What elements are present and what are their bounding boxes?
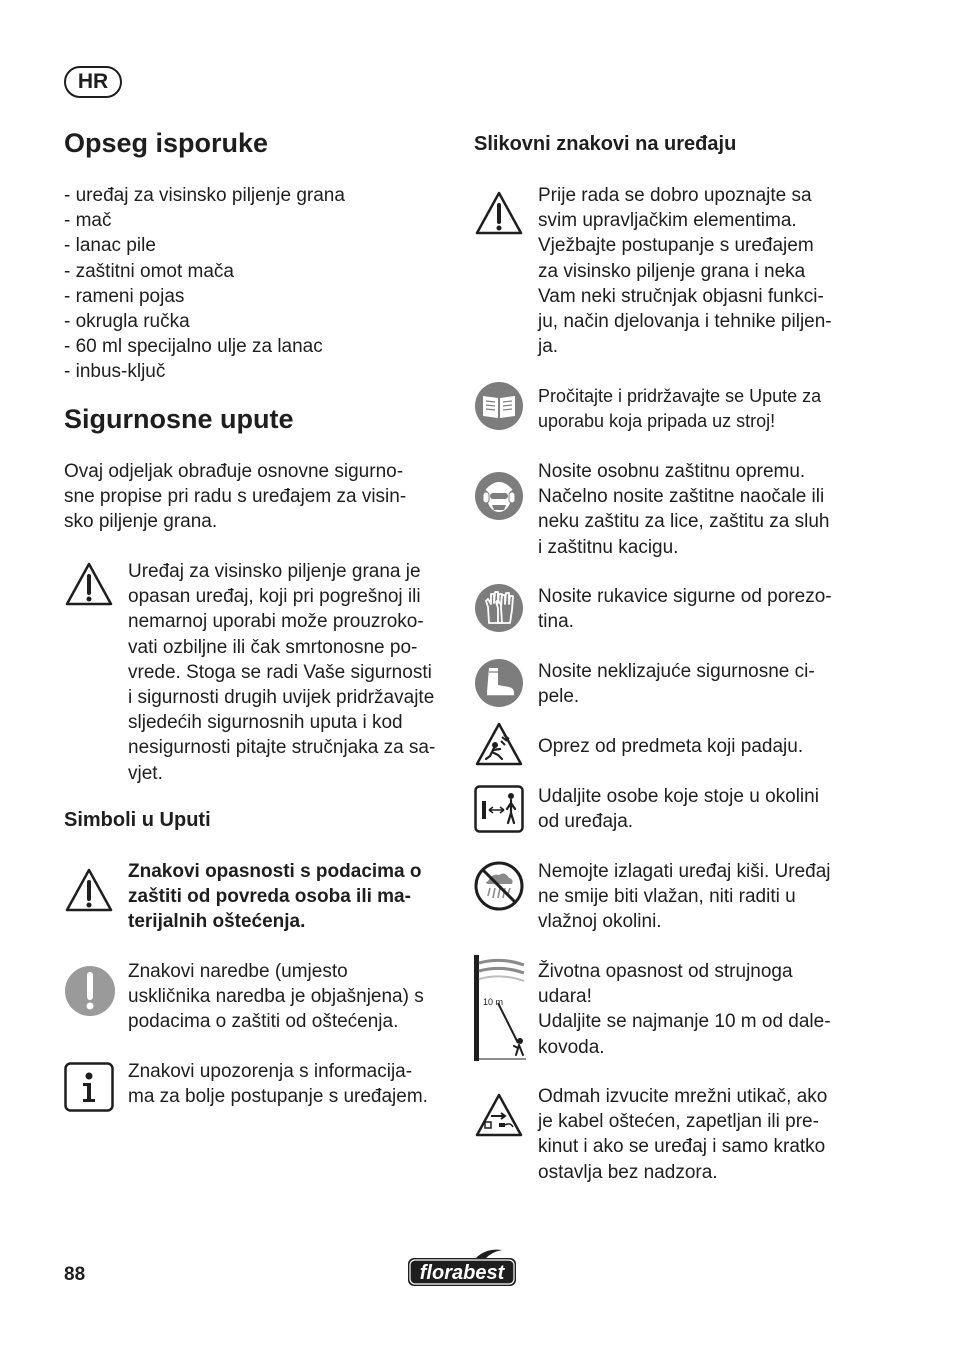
pictogram-item	[538, 959, 868, 1060]
text-line: Udaljite se najmanje 10 m od dale-	[538, 1011, 831, 1033]
text-line: Pročitajte i pridržavajte se Upute za	[538, 386, 822, 406]
list-item: - zaštitni omot mača	[64, 260, 234, 282]
text-line: sko piljenje grana.	[64, 511, 218, 533]
read-manual-icon	[474, 381, 524, 431]
pictogram-item	[538, 384, 868, 434]
text-line: vati ozbiljne ili čak smrtonosne po-	[128, 636, 418, 658]
text-line: Odmah izvucite mrežni utikač, ako	[538, 1086, 828, 1107]
text-line: za visinsko piljenje grana i neka	[538, 260, 806, 282]
text-line: vrede. Stoga se radi Vaše sigurnosti	[128, 661, 432, 683]
order-text	[128, 959, 458, 1035]
scope-list	[64, 183, 345, 385]
warning-text	[128, 559, 458, 786]
list-item: - mač	[64, 210, 112, 232]
text-line: vlažnoj okolini.	[538, 911, 662, 933]
text-line: svim upravljačkim elementima.	[538, 210, 797, 232]
text-line: je kabel oštećen, zapetljan ili pre-	[538, 1111, 819, 1133]
distance-label: 10 m	[483, 997, 504, 1007]
text-line: Udaljite osobe koje stoje u okolini	[538, 786, 819, 807]
language-badge: HR	[64, 66, 122, 98]
text-line: zaštiti od povreda osoba ili ma-	[128, 886, 411, 908]
text-line: uskličnika naredba je objašnjena) s	[128, 986, 424, 1008]
warning-triangle-icon	[474, 190, 524, 236]
text-line: opasan uređaj, koji pri pogrešnoj ili	[128, 586, 421, 608]
text-line: i sigurnosti drugih uvijek pridržavajte	[128, 687, 435, 709]
keep-distance-icon	[474, 785, 524, 833]
pictograms-title: Slikovni znakovi na uređaju	[474, 133, 737, 155]
boots-icon	[474, 658, 524, 708]
text-line: neku zaštitu za lice, zaštitu za sluh	[538, 511, 830, 533]
list-item: - rameni pojas	[64, 285, 185, 307]
text-line: Nosite neklizajuće sigurnosne ci-	[538, 661, 815, 682]
text-line: Nosite osobnu zaštitnu opremu.	[538, 461, 806, 482]
text-line: Uređaj za visinsko piljenje grana je	[128, 561, 421, 582]
list-item: - uređaj za visinsko piljenje grana	[64, 185, 345, 206]
logo-text: florabest	[419, 1262, 505, 1284]
power-line-icon	[474, 955, 526, 1061]
brand-logo	[406, 1248, 520, 1290]
falling-objects-icon	[474, 721, 524, 767]
protective-gear-icon	[474, 471, 524, 521]
text-line: ne smije biti vlažan, niti raditi u	[538, 886, 796, 908]
text-line: ma za bolje postupanje s uređajem.	[128, 1086, 428, 1108]
text-line: Nosite rukavice sigurne od porezo-	[538, 586, 832, 607]
info-text	[128, 1059, 458, 1109]
no-rain-icon	[474, 861, 524, 911]
danger-text	[128, 859, 458, 935]
text-line: ju, način djelovanja i tehnike piljen-	[538, 311, 832, 333]
symbols-title: Simboli u Uputi	[64, 809, 211, 831]
text-line: vjet.	[128, 762, 163, 784]
unplug-icon	[474, 1092, 524, 1138]
pictogram-item	[538, 659, 868, 709]
text-line: Znakovi opasnosti s podacima o	[128, 861, 422, 882]
text-line: sne propise pri radu s uređajem za visin-	[64, 486, 407, 508]
text-line: nemarnoj uporabi može prouzroko-	[128, 611, 424, 633]
list-item: - okrugla ručka	[64, 311, 190, 333]
scope-title: Opseg isporuke	[64, 128, 269, 158]
pictogram-item	[538, 859, 868, 935]
page-number: 88	[64, 1264, 86, 1285]
text-line: kinut i ako se uređaj i samo kratko	[538, 1136, 826, 1158]
text-line: Prije rada se dobro upoznajte sa	[538, 185, 812, 206]
text-line: Životna opasnost od strujnoga	[538, 961, 793, 982]
text-line: kovoda.	[538, 1036, 605, 1058]
text-line: Znakovi naredbe (umjesto	[128, 961, 348, 982]
safety-intro	[64, 459, 406, 535]
text-line: od uređaja.	[538, 811, 634, 833]
list-item: - inbus-ključ	[64, 361, 166, 383]
text-line: terijalnih oštećenja.	[128, 911, 306, 933]
text-line: Načelno nosite zaštitne naočale ili	[538, 486, 825, 508]
text-line: Oprez od predmeta koji padaju.	[538, 736, 804, 757]
text-line: udara!	[538, 986, 592, 1008]
warning-triangle-icon	[64, 561, 114, 607]
pictogram-item	[538, 459, 868, 560]
pictogram-item	[538, 1084, 868, 1185]
text-line: Vam neki stručnjak objasni funkci-	[538, 285, 824, 307]
pictogram-item	[538, 183, 868, 359]
text-line: pele.	[538, 686, 580, 708]
text-line: nesigurnosti pitajte stručnjaka za sa-	[128, 737, 436, 759]
text-line: ostavlja bez nadzora.	[538, 1161, 718, 1183]
text-line: uporabu koja pripada uz stroj!	[538, 411, 776, 432]
text-line: ja.	[538, 336, 559, 358]
info-icon	[64, 1062, 114, 1112]
gloves-icon	[474, 583, 524, 633]
text-line: i zaštitnu kacigu.	[538, 536, 679, 558]
text-line: sljedećih sigurnosnih uputa i kod	[128, 712, 403, 734]
pictogram-item	[538, 784, 868, 834]
exclamation-circle-icon	[64, 965, 116, 1017]
danger-triangle-icon	[64, 867, 114, 913]
list-item: - lanac pile	[64, 235, 156, 257]
pictogram-item	[538, 584, 868, 634]
text-line: Vježbajte postupanje s uređajem	[538, 235, 814, 257]
text-line: podacima o zaštiti od oštećenja.	[128, 1011, 399, 1033]
safety-title: Sigurnosne upute	[64, 404, 294, 434]
text-line: tina.	[538, 611, 574, 633]
text-line: Nemojte izlagati uređaj kiši. Uređaj	[538, 861, 831, 882]
text-line: Ovaj odjeljak obrađuje osnovne sigurno-	[64, 461, 404, 482]
pictogram-item	[538, 734, 868, 759]
text-line: Znakovi upozorenja s informacija-	[128, 1061, 413, 1082]
list-item: - 60 ml specijalno ulje za lanac	[64, 336, 323, 358]
